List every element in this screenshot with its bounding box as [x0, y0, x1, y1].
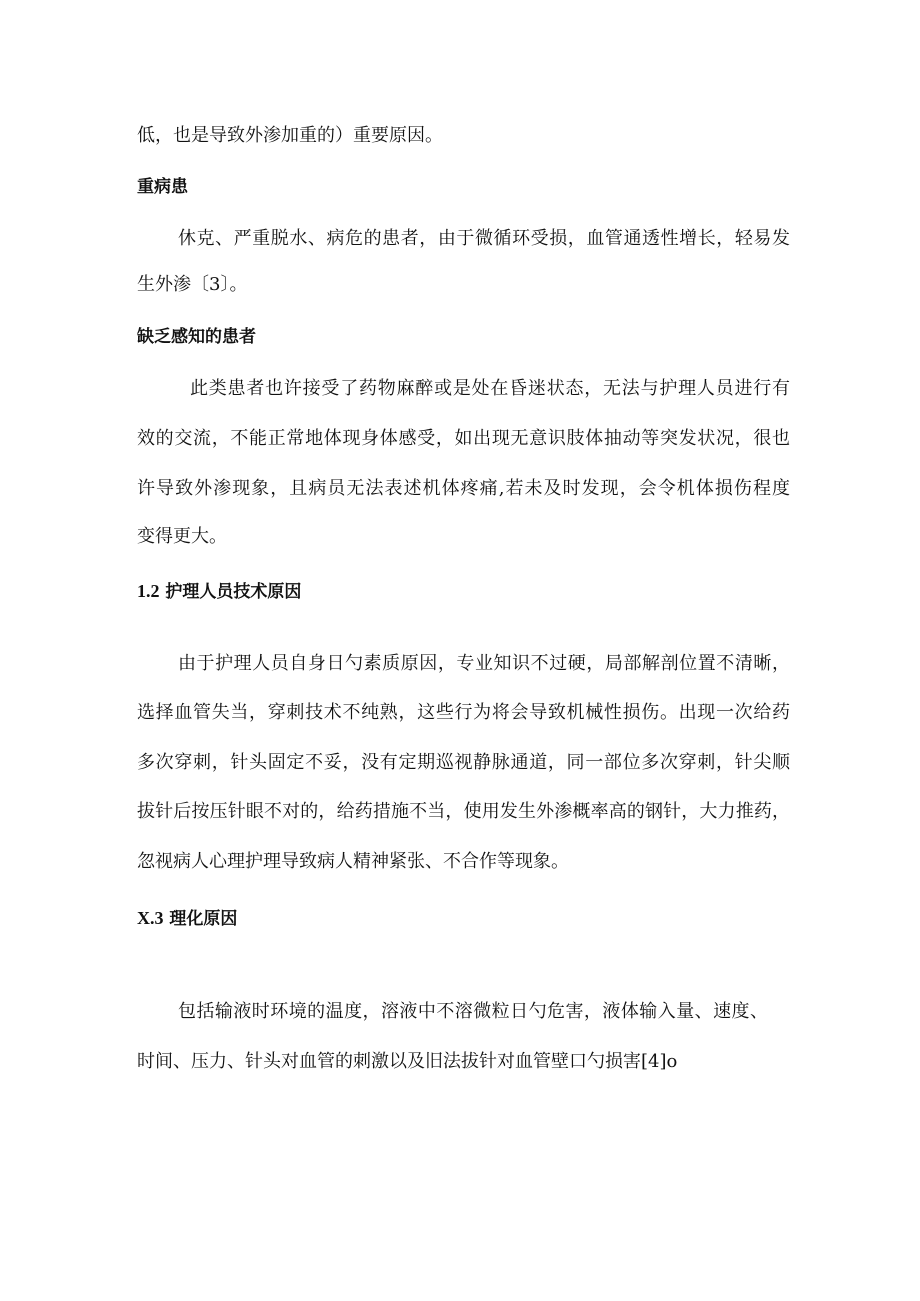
heading-nursing-text: 护理人员技术原因	[165, 582, 302, 602]
heading-sensory-patients: 缺乏感知的患者	[137, 327, 256, 347]
sensory-line-3: 许导致外渗现象，且病员无法表述机体疼痛,若未及时发现，会令机体损伤程度	[137, 478, 790, 499]
sensory-line-4: 变得更大。	[137, 526, 227, 547]
nursing-line-5: 忽视病人心理护理导致病人精神紧张、不合作等现象。	[137, 851, 569, 872]
sensory-line-1: 此类患者也许接受了药物麻醉或是处在昏迷状态，无法与护理人员进行有	[190, 378, 790, 399]
intro-line-1: 低，也是导致外渗加重的）重要原因。	[137, 125, 443, 146]
physchem-line-2: 时间、压力、针头对血管的刺激以及旧法拔针对血管壁口勺损害[4]o	[137, 1051, 678, 1072]
heading-physchem	[137, 906, 237, 931]
nursing-line-2: 选择血管失当，穿刺技术不纯熟，这些行为将会导致机械性损伤。出现一次给药	[137, 702, 790, 723]
heading-physchem-text: 理化原因	[169, 909, 238, 929]
nursing-line-1: 由于护理人员自身日勺素质原因，专业知识不过硬，局部解剖位置不清晰，	[178, 653, 790, 674]
critical-line-1: 休克、严重脱水、病危的患者，由于微循环受损，血管通透性增长，轻易发	[178, 228, 790, 249]
physchem-line-1: 包括输液时环境的温度，溶液中不溶微粒日勺危害，液体输入量、速度、	[178, 1001, 768, 1022]
heading-critical-patients: 重病患	[137, 177, 188, 197]
heading-nursing-number: 1.2	[137, 581, 160, 601]
nursing-line-4: 拔针后按压针眼不对的，给药措施不当，使用发生外渗概率高的钢针，大力推药，	[137, 801, 790, 822]
nursing-line-3: 多次穿刺，针头固定不妥，没有定期巡视静脉通道，同一部位多次穿刺，针尖顺	[137, 752, 790, 773]
sensory-line-2: 效的交流，不能正常地体现身体感受，如出现无意识肢体抽动等突发状况，很也	[137, 428, 790, 449]
heading-nursing-technique	[137, 579, 301, 604]
critical-line-2: 生外渗〔3〕。	[137, 274, 248, 295]
heading-physchem-number: X.3	[137, 908, 164, 928]
